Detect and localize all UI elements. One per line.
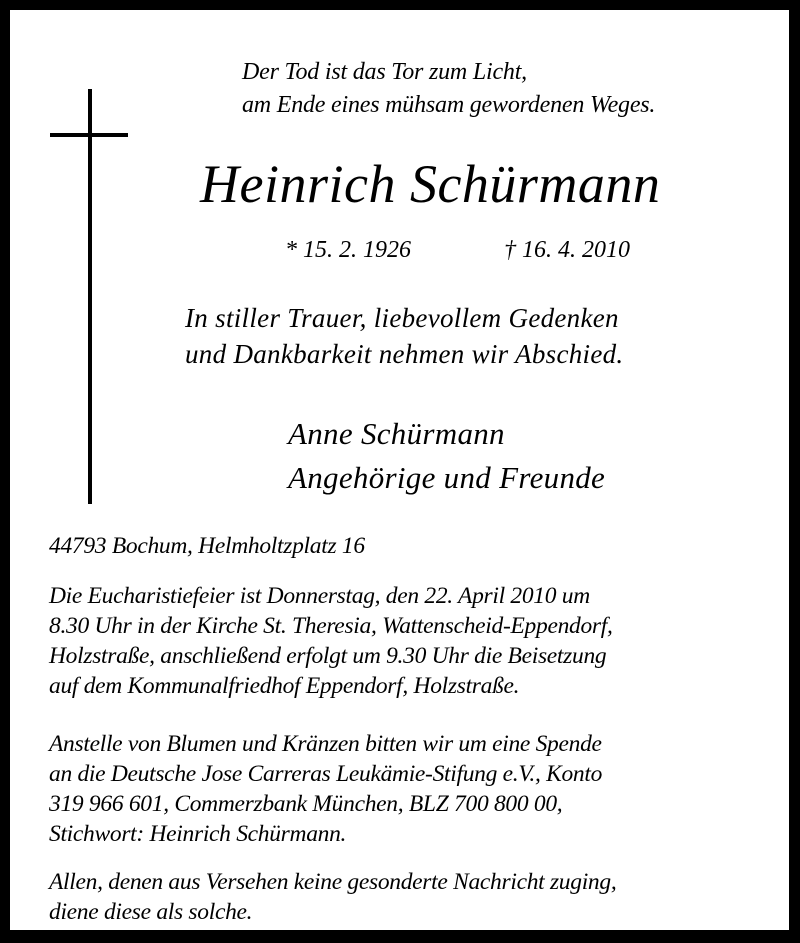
donation-request [49, 729, 602, 849]
donation-line: 319 966 601, Commerzbank München, BLZ 700 800 00, [49, 791, 563, 817]
birth-date: * 15. 2. 1926 [285, 237, 411, 263]
mourning-line: und Dankbarkeit nehmen wir Abschied. [185, 339, 624, 369]
cross-horizontal-bar [50, 133, 128, 137]
service-details [49, 581, 613, 701]
thanks-line: diene diese als solche. [49, 899, 253, 925]
motto-quote [242, 56, 655, 122]
service-line: Die Eucharistiefeier ist Donnerstag, den 22. April 2010 um [49, 583, 590, 609]
donation-line: Anstelle von Blumen und Kränzen bitten wir um eine Spende [49, 731, 602, 757]
thanks-note [49, 867, 616, 927]
signers [288, 412, 605, 500]
death-date: † 16. 4. 2010 [504, 237, 630, 263]
thanks-line: Allen, denen aus Versehen keine gesonderte Nachricht zuging, [49, 869, 617, 895]
donation-line: Stichwort: Heinrich Schürmann. [49, 821, 347, 847]
service-line: auf dem Kommunalfriedhof Eppendorf, Holzstraße. [49, 673, 520, 699]
motto-line: Der Tod ist das Tor zum Licht, [242, 59, 527, 85]
motto-line: am Ende eines mühsam gewordenen Weges. [242, 92, 656, 118]
deceased-name: Heinrich Schürmann [200, 154, 661, 214]
obituary-notice [10, 10, 789, 930]
donation-line: an die Deutsche Jose Carreras Leukämie-Stifung e.V., Konto [49, 761, 603, 787]
signer-line: Angehörige und Freunde [288, 460, 606, 495]
cross-vertical-bar [88, 89, 92, 504]
service-line: Holzstraße, anschließend erfolgt um 9.30 Uhr die Beisetzung [49, 643, 607, 669]
address: 44793 Bochum, Helmholtzplatz 16 [49, 533, 365, 559]
mourning-line: In stiller Trauer, liebevollem Gedenken [185, 303, 619, 333]
service-line: 8.30 Uhr in der Kirche St. Theresia, Wattenscheid-Eppendorf, [49, 613, 613, 639]
mourning-statement [185, 300, 623, 372]
signer-line: Anne Schürmann [288, 416, 505, 451]
